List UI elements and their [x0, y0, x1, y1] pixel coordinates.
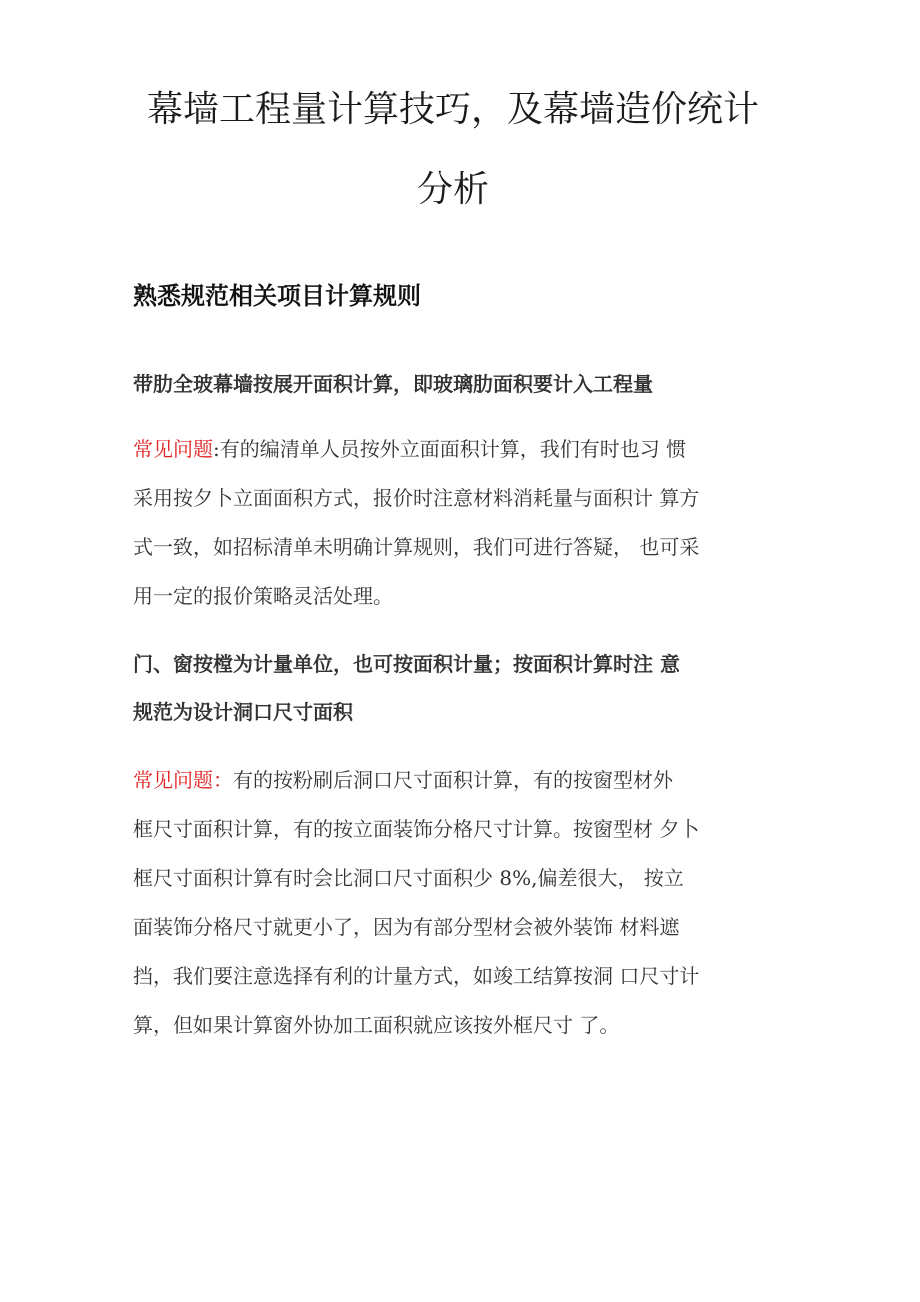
paragraph-common-issue-1	[133, 425, 783, 621]
rule-line: 规范为设计洞口尺寸面积	[133, 700, 353, 724]
paragraph-line: 式一致，如招标清单未明确计算规则，我们可进行答疑， 也可采	[133, 535, 700, 559]
paragraph-line: 算，但如果计算窗外协加工面积就应该按外框尺寸 了。	[133, 1013, 620, 1037]
title-line-1: 幕墙工程量计算技巧，及幕墙造价统计	[146, 89, 759, 130]
paragraph-line: 挡，我们要注意选择有利的计量方式，如竣工结算按洞 口尺寸计	[133, 964, 700, 988]
paragraph-line: 常见问题:有的编清单人员按外立面面积计算，我们有时也习 惯	[133, 437, 687, 461]
paragraph-line: 框尺寸面积计算，有的按立面装饰分格尺寸计算。按窗型材 夕卜	[133, 817, 700, 841]
document-title	[133, 70, 773, 230]
common-issue-label: 常见问题：	[133, 768, 233, 792]
title-line-2: 分析	[416, 169, 489, 210]
paragraph-common-issue-2	[133, 756, 783, 1050]
rule-glass-fin-curtain-wall: 带肋全玻幕墙按展开面积计算，即玻璃肋面积要计入工程量	[133, 372, 653, 396]
paragraph-line: 框尺寸面积计算有时会比洞口尺寸面积少 8%,偏差很大， 按立	[133, 866, 684, 890]
common-issue-label: 常见问题	[133, 437, 213, 461]
section-heading: 熟悉规范相关项目计算规则	[133, 282, 421, 310]
paragraph-line: 采用按夕卜立面面积方式，报价时注意材料消耗量与面积计 算方	[133, 486, 700, 510]
paragraph-line: 用一定的报价策略灵活处理。	[133, 584, 393, 608]
paragraph-line: 常见问题：有的按粉刷后洞口尺寸面积计算，有的按窗型材外	[133, 768, 673, 792]
rule-doors-windows	[133, 640, 783, 736]
paragraph-line: 面装饰分格尺寸就更小了，因为有部分型材会被外装饰 材料遮	[133, 915, 680, 939]
rule-line: 门、窗按樘为计量单位，也可按面积计量；按面积计算时注 意	[133, 652, 680, 676]
